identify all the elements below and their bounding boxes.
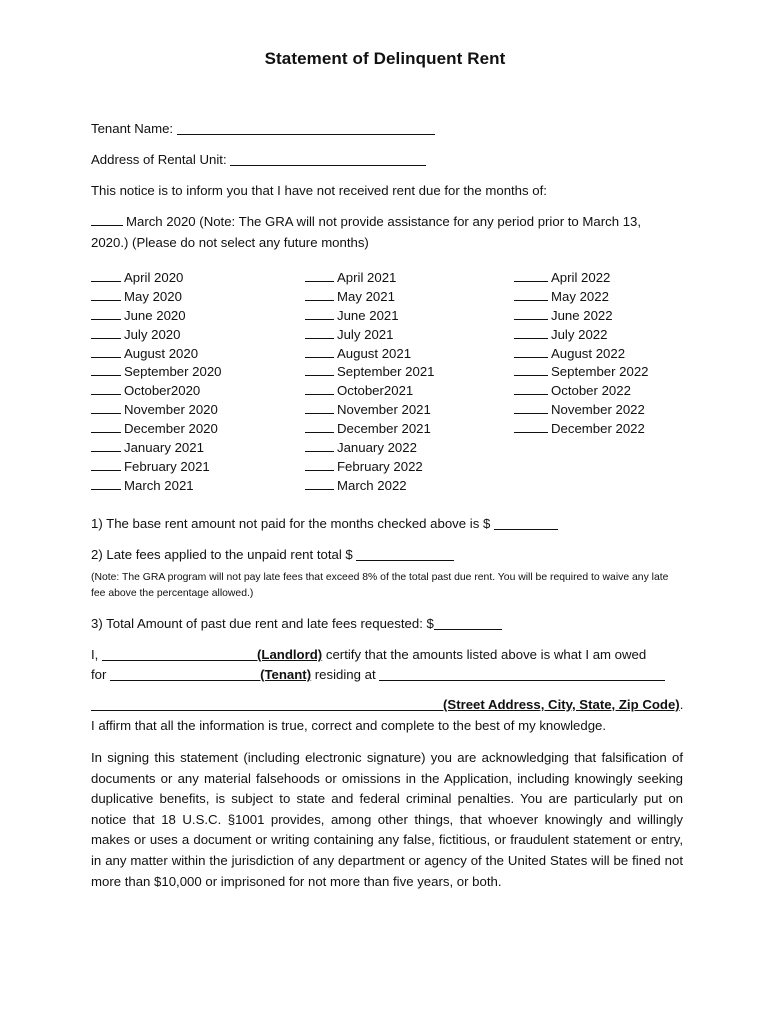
street-address-row: [91, 697, 683, 712]
total-text: 3) Total Amount of past due rent and late fees requested: $: [91, 616, 434, 631]
month-item: [305, 307, 435, 326]
total-field[interactable]: [434, 628, 502, 630]
certify-for: for: [91, 667, 107, 682]
month-label: November 2021: [337, 402, 431, 418]
month-label: December 2022: [551, 421, 645, 437]
month-item: [514, 288, 649, 307]
base-rent-field[interactable]: [494, 528, 558, 530]
month-item: [91, 269, 222, 288]
month-label: March 2022: [337, 477, 407, 493]
month-label: June 2022: [551, 307, 613, 323]
month-label: December 2021: [337, 421, 431, 437]
month-label: May 2020: [124, 288, 182, 304]
month-item: [91, 439, 222, 458]
certify-row-1: [91, 647, 646, 662]
base-rent-text: 1) The base rent amount not paid for the months checked above is $: [91, 516, 491, 531]
month-checkbox[interactable]: [514, 346, 548, 358]
landlord-label: (Landlord): [257, 647, 323, 662]
tenant-name-label: Tenant Name:: [91, 121, 174, 136]
month-item: [305, 345, 435, 364]
month-item: [91, 382, 222, 401]
late-fees-row: [91, 547, 454, 562]
month-item: [305, 420, 435, 439]
month-checkbox[interactable]: [305, 270, 334, 282]
street-address-period: .: [679, 697, 684, 712]
month-checkbox[interactable]: [305, 421, 334, 433]
certify-rest-text: certify that the amounts listed above is what I am owed: [325, 647, 647, 662]
month-label: January 2022: [337, 440, 417, 456]
month-label: July 2022: [551, 326, 608, 342]
month-item: [91, 363, 222, 382]
month-checkbox[interactable]: [305, 364, 334, 376]
month-label: March 2021: [124, 477, 194, 493]
month-checkbox[interactable]: [305, 383, 334, 395]
march-2020-row: [91, 212, 681, 253]
month-label: July 2021: [337, 326, 394, 342]
tenant-name-certify-field[interactable]: [110, 679, 260, 681]
month-label: January 2021: [124, 440, 204, 456]
month-checkbox[interactable]: [91, 402, 121, 414]
month-item: [514, 382, 649, 401]
month-label: September 2021: [337, 364, 435, 380]
month-item: [514, 307, 649, 326]
month-item: [91, 420, 222, 439]
month-label: December 2020: [124, 421, 218, 437]
month-label: July 2020: [124, 326, 181, 342]
month-checkbox[interactable]: [305, 289, 334, 301]
month-label: October2021: [337, 383, 414, 399]
month-item: [305, 477, 435, 496]
month-item: [305, 382, 435, 401]
tenant-name-field[interactable]: [177, 133, 435, 135]
tenant-label: (Tenant): [260, 667, 312, 682]
month-checkbox[interactable]: [91, 364, 121, 376]
month-item: [91, 401, 222, 420]
month-checkbox[interactable]: [305, 308, 334, 320]
month-checkbox[interactable]: [305, 327, 334, 339]
month-item: [91, 326, 222, 345]
month-checkbox[interactable]: [305, 440, 334, 452]
month-label: April 2022: [551, 270, 611, 285]
month-checkbox[interactable]: [91, 478, 121, 490]
month-item: [305, 458, 435, 477]
month-item: [514, 420, 649, 439]
month-checkbox[interactable]: [514, 364, 548, 376]
month-label: August 2022: [551, 345, 626, 361]
month-checkbox[interactable]: [305, 346, 334, 358]
month-checkbox[interactable]: [305, 459, 334, 471]
certify-row-2: [91, 667, 665, 682]
months-column-1: [91, 269, 222, 496]
month-checkbox[interactable]: [514, 383, 548, 395]
month-item: [514, 269, 649, 288]
months-column-3: [514, 269, 649, 439]
total-row: [91, 616, 502, 631]
notice-text: This notice is to inform you that I have not received rent due for the months of:: [91, 183, 547, 198]
address-row: [91, 152, 426, 167]
signing-paragraph: In signing this statement (including electronic signature) you are acknowledging that falsification of documents or any material falsehoods or omissions in the Application, including knowingly seeking duplicative benefits, is subject to state and federal criminal penalties. You are particularly put on notice that 18 U.S.C. §1001 provides, among other things, that whoever knowingly and willingly makes or uses a document or writing containing any false, fictitious, or fraudulent statement or entry, in any matter within the jurisdiction of any department or agency of the United States will be fined not more than $10,000 or imprisoned for not more than five years, or both.: [91, 750, 683, 889]
residing-at-text: residing at: [314, 667, 376, 682]
month-label: October 2022: [551, 383, 631, 399]
address-field[interactable]: [230, 164, 426, 166]
month-checkbox[interactable]: [91, 346, 121, 358]
affirm-text: I affirm that all the information is true, correct and complete to the best of my knowledge.: [91, 718, 607, 733]
late-fees-text: 2) Late fees applied to the unpaid rent total $: [91, 547, 353, 562]
month-label: September 2020: [124, 364, 222, 380]
street-address-field[interactable]: [91, 709, 443, 711]
month-item: [514, 326, 649, 345]
month-item: [91, 307, 222, 326]
month-item: [514, 401, 649, 420]
late-fees-field[interactable]: [356, 559, 454, 561]
month-checkbox[interactable]: [514, 289, 548, 301]
month-label: February 2021: [124, 458, 210, 474]
tenant-name-row: [91, 121, 435, 136]
base-rent-row: [91, 516, 558, 531]
month-label: February 2022: [337, 458, 423, 474]
march-2020-checkbox[interactable]: [91, 214, 123, 226]
months-column-2: [305, 269, 435, 496]
month-label: September 2022: [551, 364, 649, 380]
certify-i: I,: [91, 647, 99, 662]
month-checkbox[interactable]: [305, 402, 334, 414]
month-checkbox[interactable]: [91, 308, 121, 320]
month-item: [305, 439, 435, 458]
month-checkbox[interactable]: [91, 459, 121, 471]
month-item: [91, 345, 222, 364]
landlord-name-field[interactable]: [102, 659, 257, 661]
month-checkbox[interactable]: [91, 421, 121, 433]
address-label: Address of Rental Unit:: [91, 152, 227, 167]
month-checkbox[interactable]: [514, 402, 548, 414]
month-label: November 2020: [124, 402, 218, 418]
month-checkbox[interactable]: [91, 327, 121, 339]
march-2020-text: March 2020 (Note: The GRA will not provide assistance for any period prior to March 13, 2020.) (Please do not select any future months): [91, 214, 642, 250]
document-title: Statement of Delinquent Rent: [264, 49, 506, 68]
month-item: [514, 345, 649, 364]
month-checkbox[interactable]: [91, 383, 121, 395]
late-fee-note: (Note: The GRA program will not pay late fees that exceed 8% of the total past due rent. You will be required to waive any late fee above the percentage allowed.): [91, 572, 669, 599]
month-item: [91, 288, 222, 307]
month-checkbox[interactable]: [514, 421, 548, 433]
month-label: April 2020: [124, 270, 184, 285]
month-label: May 2021: [337, 288, 395, 304]
month-item: [305, 363, 435, 382]
month-item: [91, 477, 222, 496]
month-checkbox[interactable]: [91, 289, 121, 301]
month-item: [305, 401, 435, 420]
month-label: November 2022: [551, 402, 645, 418]
month-label: June 2020: [124, 307, 186, 323]
month-label: April 2021: [337, 270, 397, 285]
month-item: [514, 363, 649, 382]
month-checkbox[interactable]: [514, 308, 548, 320]
month-label: October2020: [124, 383, 201, 399]
month-checkbox[interactable]: [514, 327, 548, 339]
month-label: August 2021: [337, 345, 412, 361]
month-label: June 2021: [337, 307, 399, 323]
street-address-label: (Street Address, City, State, Zip Code): [443, 697, 680, 712]
month-label: August 2020: [124, 345, 199, 361]
month-item: [305, 269, 435, 288]
residing-address-field[interactable]: [379, 679, 665, 681]
month-item: [91, 458, 222, 477]
month-checkbox[interactable]: [91, 270, 121, 282]
month-checkbox[interactable]: [305, 478, 334, 490]
month-item: [305, 288, 435, 307]
month-checkbox[interactable]: [91, 440, 121, 452]
month-label: May 2022: [551, 288, 609, 304]
month-item: [305, 326, 435, 345]
month-checkbox[interactable]: [514, 270, 548, 282]
